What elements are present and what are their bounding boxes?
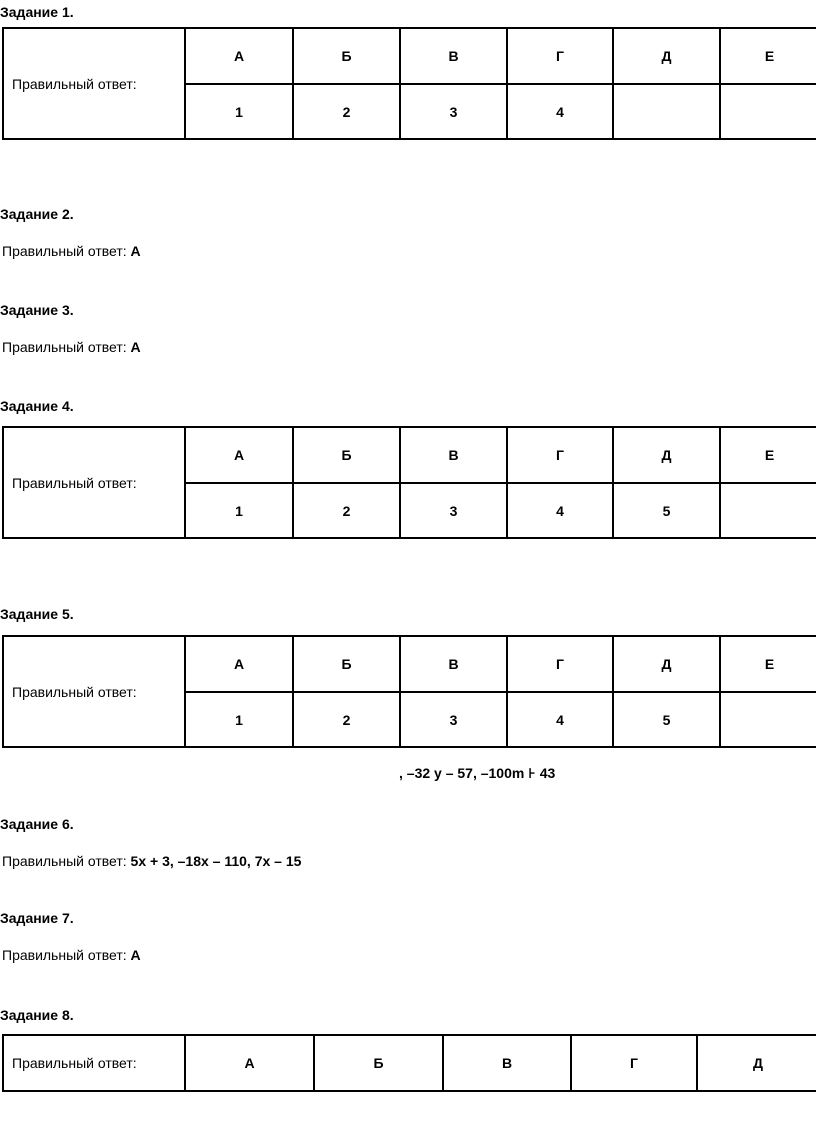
task-8-answer-table — [2, 1034, 816, 1092]
letter-cell: Е — [720, 28, 816, 84]
letter-cell: Д — [613, 636, 720, 692]
number-cell — [720, 483, 816, 538]
letter-cell: Д — [613, 427, 720, 483]
number-cell: 1 — [185, 84, 293, 139]
number-cell: 4 — [507, 692, 613, 747]
task-7-heading: Задание 7. — [0, 910, 74, 926]
number-cell — [613, 84, 720, 139]
number-cell: 4 — [507, 483, 613, 538]
letter-cell: Е — [720, 636, 816, 692]
number-cell: 1 — [185, 692, 293, 747]
number-cell: 3 — [400, 692, 507, 747]
task-6-answer-line — [2, 852, 301, 870]
number-cell: 3 — [400, 84, 507, 139]
number-cell — [720, 84, 816, 139]
task-2-heading: Задание 2. — [0, 206, 74, 222]
task-7-answer-line — [2, 946, 141, 964]
task-5-answer-table — [2, 635, 816, 748]
letter-cell: В — [443, 1035, 571, 1091]
task-6-answer-value: 5x + 3, –18x – 110, 7x – 15 — [130, 853, 302, 869]
letter-cell: Г — [571, 1035, 697, 1091]
letter-cell: Б — [293, 28, 400, 84]
number-cell: 2 — [293, 692, 400, 747]
task-7-answer-value: А — [130, 947, 141, 963]
number-cell: 5 — [613, 692, 720, 747]
task-3-heading: Задание 3. — [0, 302, 74, 318]
task-2-answer-value: А — [130, 243, 141, 259]
task-1-answer-table — [2, 27, 816, 140]
letter-cell: Д — [697, 1035, 816, 1091]
letter-cell: В — [400, 28, 507, 84]
task-5-heading: Задание 5. — [0, 606, 74, 622]
letter-cell: В — [400, 636, 507, 692]
task-1-answer-label: Правильный ответ: — [3, 28, 185, 139]
letter-cell: Г — [507, 28, 613, 84]
letter-cell: А — [185, 636, 293, 692]
task-8-heading: Задание 8. — [0, 1007, 74, 1023]
letter-cell: Е — [720, 427, 816, 483]
letter-cell: А — [185, 1035, 314, 1091]
letter-cell: А — [185, 28, 293, 84]
task-3-answer-label: Правильный ответ: — [2, 339, 127, 355]
task-5-answer-label: Правильный ответ: — [3, 636, 185, 747]
number-cell: 5 — [613, 483, 720, 538]
number-cell: 4 — [507, 84, 613, 139]
letter-cell: Б — [293, 427, 400, 483]
number-cell: 2 — [293, 483, 400, 538]
number-cell: 1 — [185, 483, 293, 538]
task-7-answer-label: Правильный ответ: — [2, 947, 127, 963]
task-6-heading: Задание 6. — [0, 816, 74, 832]
task-2-answer-line — [2, 242, 141, 260]
task-1-heading: Задание 1. — [0, 4, 74, 20]
task-3-answer-value: А — [130, 339, 141, 355]
task-4-heading: Задание 4. — [0, 398, 74, 414]
letter-cell: Б — [314, 1035, 443, 1091]
number-cell: 2 — [293, 84, 400, 139]
letter-cell: В — [400, 427, 507, 483]
letter-cell: Г — [507, 427, 613, 483]
task-3-answer-line — [2, 338, 141, 356]
task-6-answer-label: Правильный ответ: — [2, 853, 127, 869]
task-2-answer-label: Правильный ответ: — [2, 243, 127, 259]
letter-cell: Г — [507, 636, 613, 692]
letter-cell: Б — [293, 636, 400, 692]
task-8-answer-label: Правильный ответ: — [3, 1035, 185, 1091]
letter-cell: Д — [613, 28, 720, 84]
stray-expression-text: , –32 y – 57, –100m ⊦ 43 — [399, 765, 556, 781]
number-cell — [720, 692, 816, 747]
task-4-answer-table — [2, 426, 816, 539]
task-4-answer-label: Правильный ответ: — [3, 427, 185, 538]
letter-cell: А — [185, 427, 293, 483]
number-cell: 3 — [400, 483, 507, 538]
